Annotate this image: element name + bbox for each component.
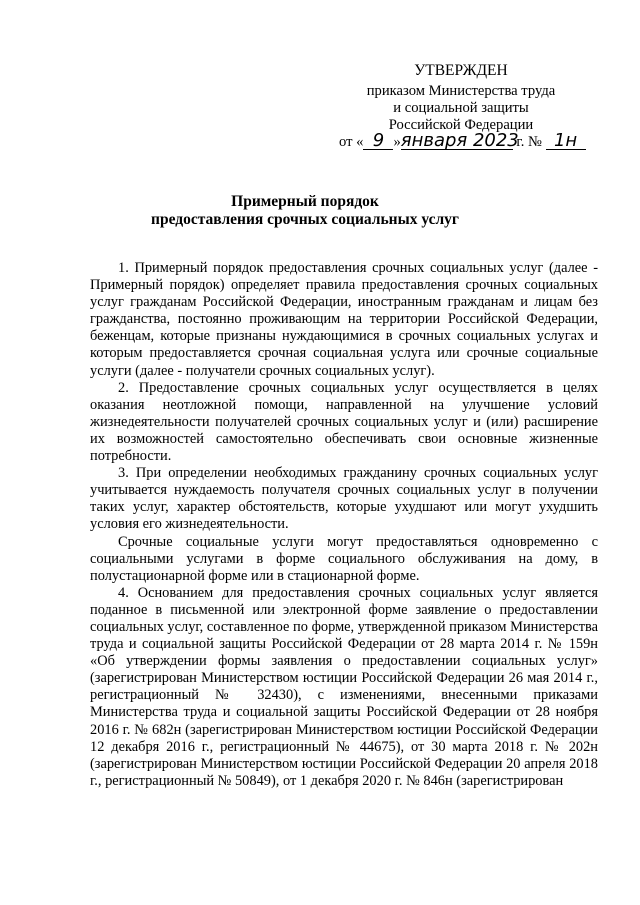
paragraph-4: 4. Основанием для предоставления срочных социальных услуг является поданное в письменной или электронной форме заявление о предоставлении социальных услуг, составленное по форме, утвержденной приказом Министерства труда и социальной защиты Российской Федерации от 28 марта 2014 г. № 159н «Об утверждении формы заявления о предоставлении социальных услуг» (зарегистрирован Министерством юстиции Российской Федерации 26 мая 2014 г., регистрационный № 32430), с изменениями, внесенными приказами Министерства труда и социальной защиты Российской Федерации от 28 ноября 2016 г. № 682н (зарегистрирован Министерством юстиции Российской Федерации 12 декабря 2016 г., регистрационный № 44675), от 30 марта 2018 г. № 202н (зарегистрирован Министерством юстиции Российской Федерации 20 апреля 2018 г., регистрационный № 50849), от 1 декабря 2020 г. № 846н (зарегистрирован (90, 584, 598, 789)
order-number-handwritten: 1н (546, 133, 586, 150)
date-mid: » (393, 134, 401, 150)
order-date-line (339, 132, 609, 152)
approval-block (330, 62, 592, 134)
document-body (90, 260, 598, 790)
approval-line-3: Российской Федерации (388, 117, 534, 133)
paragraph-1: 1. Примерный порядок предоставления срочных социальных услуг (далее - Примерный порядок) определяет правила предоставления срочных социальных услуг гражданам Российской Федерации, иностранным гражданам и лицам без гражданства, постоянно проживающим на территории Российской Федерации, беженцам, которые признаны нуждающимися в срочных социальных услугах и которым предоставляется срочная социальная услуга или срочные социальные услуги (далее - получатели срочных социальных услуг). (90, 260, 598, 379)
title-line-1: Примерный порядок (231, 193, 379, 210)
date-day-handwritten: 9 (363, 133, 393, 150)
date-prefix: от « (339, 134, 364, 150)
approval-line-1: приказом Министерства труда (366, 83, 556, 99)
document-title (80, 193, 530, 229)
paragraph-3: 3. При определении необходимых гражданину срочных социальных услуг учитывается нуждаемость получателя срочных социальных услуг в получении таких услуг, характер обстоятельств, которые ухудшают или могут ухудшить условия его жизнедеятельности. (90, 465, 598, 533)
title-line-2: предоставления срочных социальных услуг (151, 211, 459, 228)
paragraph-3-continued: Срочные социальные услуги могут предоставляться одновременно с социальными услугами в форме социального обслуживания на дому, в полустационарной форме или в стационарной форме. (90, 533, 598, 584)
approval-line-2: и социальной защиты (393, 100, 529, 116)
date-month-year-handwritten: января 2023 (400, 130, 519, 151)
approval-heading: УТВЕРЖДЕН (414, 62, 508, 79)
date-g-number-label: г. № (516, 134, 542, 150)
paragraph-2: 2. Предоставление срочных социальных услуг осуществляется в целях оказания неотложной помощи, направленной на улучшение условий жизнедеятельности получателей срочных социальных услуг и (или) расширение их возможностей самостоятельно обеспечивать свои основные жизненные потребности. (90, 379, 598, 465)
